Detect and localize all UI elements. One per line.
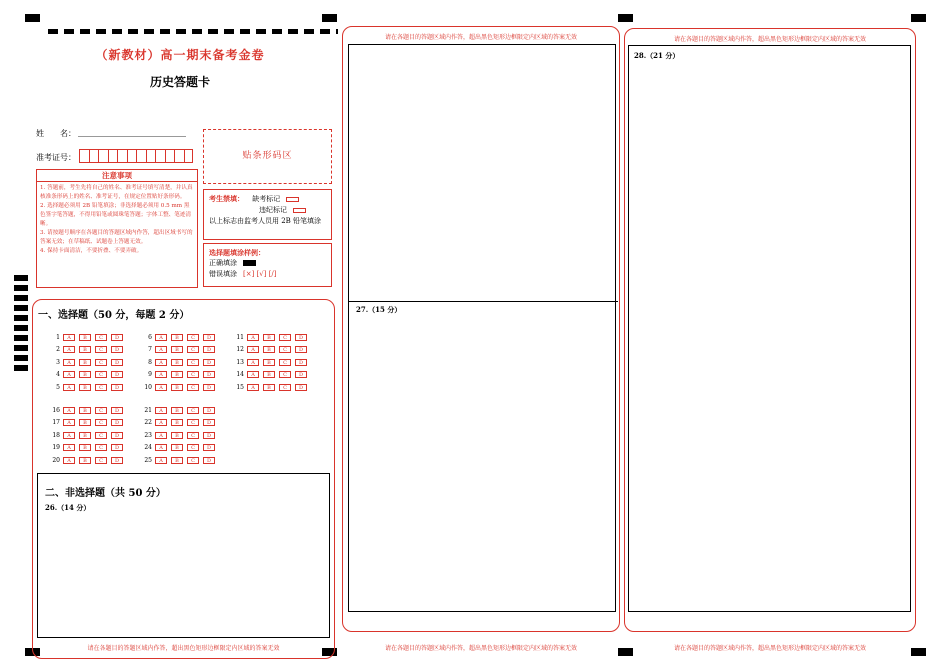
option-bubble-b[interactable]: B (79, 346, 91, 353)
option-bubble-c[interactable]: C (187, 457, 199, 464)
option-bubble-d[interactable]: D (111, 457, 123, 464)
option-bubble-c[interactable]: C (187, 359, 199, 366)
option-bubble-b[interactable]: B (79, 444, 91, 451)
option-bubble-d[interactable]: D (203, 371, 215, 378)
question-number: 19 (52, 444, 60, 451)
choice-row (232, 346, 311, 354)
fill-example-label: 选择题填涂样例： (209, 248, 265, 257)
choice-row (140, 419, 219, 427)
exam-status-box (203, 189, 332, 240)
choice-row (140, 383, 219, 391)
choice-row (232, 383, 311, 391)
option-bubble-c[interactable]: C (187, 346, 199, 353)
choice-row (232, 358, 311, 366)
option-bubble-a[interactable]: A (247, 359, 259, 366)
option-bubble-d[interactable]: D (111, 384, 123, 391)
section-nonchoice-title: 二、非选择题（共 50 分） (45, 488, 166, 499)
option-bubble-b[interactable]: B (171, 419, 183, 426)
option-bubble-d[interactable]: D (111, 371, 123, 378)
wrong-fill-label: 错误填涂 (209, 270, 237, 278)
question-number: 10 (144, 383, 152, 391)
question-number: 18 (52, 431, 60, 439)
card-title: （新教材）高一期末备考金卷 (95, 48, 265, 62)
choice-row (140, 431, 219, 439)
question-number: 15 (236, 383, 244, 391)
option-bubble-b[interactable]: B (171, 371, 183, 378)
notice-item: 4. 保持卡面清洁，不要折叠、不要弄破。 (40, 248, 143, 254)
notice-item: 3. 请按题号顺序在各题目的答题区域内作答，超出区域书写的答案无效；在草稿纸、试题卷上答题无效。 (40, 230, 193, 245)
choice-row (48, 383, 127, 391)
option-bubble-a[interactable]: A (155, 346, 167, 353)
option-bubble-a[interactable]: A (155, 419, 167, 426)
option-bubble-d[interactable]: D (203, 419, 215, 426)
question-number: 3 (56, 358, 60, 366)
question-26-label: 26.（14 分） (45, 503, 91, 512)
question-number: 24 (144, 444, 152, 451)
choice-row (232, 333, 311, 341)
option-bubble-c[interactable]: C (95, 359, 107, 366)
option-bubble-b[interactable]: B (79, 432, 91, 439)
header-warning: 请在各题目的答题区域内作答，超出黑色矩形边框限定内区域的答案无效 (673, 36, 866, 43)
option-bubble-a[interactable]: A (155, 432, 167, 439)
option-bubble-c[interactable]: C (279, 334, 291, 341)
option-bubble-d[interactable]: D (111, 359, 123, 366)
option-bubble-d[interactable]: D (203, 334, 215, 341)
option-bubble-a[interactable]: A (155, 407, 167, 414)
option-bubble-a[interactable]: A (63, 346, 75, 353)
option-bubble-d[interactable]: D (111, 419, 123, 426)
option-bubble-a[interactable]: A (155, 444, 167, 451)
answer-divider (348, 301, 618, 302)
header-dash-line (48, 29, 338, 34)
option-bubble-b[interactable]: B (263, 371, 275, 378)
wrong-fill-samples: [×] [√] [/] (243, 270, 277, 278)
option-bubble-c[interactable]: C (95, 334, 107, 341)
option-bubble-d[interactable]: D (203, 359, 215, 366)
option-bubble-a[interactable]: A (63, 359, 75, 366)
option-bubble-c[interactable]: C (187, 432, 199, 439)
choice-row (232, 371, 311, 379)
choice-row (48, 346, 127, 354)
exam-number-label: 准考证号： (36, 153, 76, 162)
option-bubble-b[interactable]: B (171, 384, 183, 391)
option-bubble-c[interactable]: C (95, 407, 107, 414)
choice-row (48, 333, 127, 341)
option-bubble-a[interactable]: A (63, 432, 75, 439)
option-bubble-b[interactable]: B (79, 371, 91, 378)
answer-area-box (348, 44, 616, 612)
option-bubble-d[interactable]: D (203, 432, 215, 439)
choice-row (48, 419, 127, 427)
option-bubble-a[interactable]: A (63, 407, 75, 414)
answer-area-box (628, 45, 911, 612)
option-bubble-c[interactable]: C (187, 384, 199, 391)
choice-row (140, 346, 219, 354)
option-bubble-c[interactable]: C (279, 384, 291, 391)
fill-example-box (203, 243, 332, 287)
question-number: 14 (236, 371, 244, 378)
correct-fill-sample (243, 260, 256, 266)
option-bubble-d[interactable]: D (295, 346, 307, 353)
option-bubble-c[interactable]: C (95, 444, 107, 451)
option-bubble-a[interactable]: A (155, 384, 167, 391)
registration-mark (911, 14, 926, 22)
option-bubble-a[interactable]: A (247, 371, 259, 378)
absent-label: 缺考标记 (252, 195, 281, 203)
exam-number-cells[interactable] (79, 149, 193, 163)
name-field[interactable] (78, 136, 186, 137)
choice-row (48, 431, 127, 439)
option-bubble-c[interactable]: C (95, 432, 107, 439)
option-bubble-a[interactable]: A (247, 346, 259, 353)
option-bubble-a[interactable]: A (247, 384, 259, 391)
option-bubble-d[interactable]: D (111, 346, 123, 353)
option-bubble-a[interactable]: A (63, 444, 75, 451)
question-number: 12 (236, 346, 244, 353)
option-bubble-d[interactable]: D (203, 407, 215, 414)
question-number: 16 (52, 406, 60, 414)
footer-warning: 请在各题目的答题区域内作答，超出黑色矩形边框限定内区域的答案无效 (87, 645, 280, 652)
option-bubble-d[interactable]: D (203, 346, 215, 353)
header-warning: 请在各题目的答题区域内作答，超出黑色矩形边框限定内区域的答案无效 (384, 34, 577, 41)
option-bubble-c[interactable]: C (187, 371, 199, 378)
option-bubble-b[interactable]: B (171, 334, 183, 341)
option-bubble-c[interactable]: C (95, 384, 107, 391)
question-number: 1 (56, 333, 60, 341)
question-number: 22 (144, 419, 152, 426)
option-bubble-a[interactable]: A (63, 457, 75, 464)
choice-row (140, 358, 219, 366)
violation-label: 违纪标记 (259, 206, 287, 214)
notice-body (36, 182, 198, 288)
option-bubble-d[interactable]: D (111, 334, 123, 341)
option-bubble-b[interactable]: B (171, 359, 183, 366)
violation-mark-box[interactable] (293, 208, 306, 213)
option-bubble-c[interactable]: C (279, 359, 291, 366)
question-number: 9 (148, 371, 152, 378)
choice-row (48, 444, 127, 452)
option-bubble-b[interactable]: B (171, 407, 183, 414)
option-bubble-b[interactable]: B (171, 457, 183, 464)
option-bubble-b[interactable]: B (263, 384, 275, 391)
section-choice-title: 一、选择题（50 分，每题 2 分） (38, 310, 190, 321)
option-bubble-c[interactable]: C (187, 407, 199, 414)
notice-title: 注意事项 (36, 169, 198, 182)
option-bubble-d[interactable]: D (295, 384, 307, 391)
question-number: 25 (144, 456, 152, 464)
option-bubble-a[interactable]: A (155, 359, 167, 366)
option-bubble-a[interactable]: A (63, 419, 75, 426)
sidebar-timing-marks (14, 275, 28, 375)
choice-row (48, 406, 127, 414)
option-bubble-a[interactable]: A (63, 334, 75, 341)
notice-item: 2. 选择题必须用 2B 铅笔填涂；非选择题必须用 0.5 mm 黑色签字笔答题，不得用铅笔或圆珠笔答题；字体工整、笔迹清晰。 (40, 203, 192, 227)
barcode-area: 贴条形码区 (203, 129, 332, 184)
option-bubble-a[interactable]: A (247, 334, 259, 341)
option-bubble-b[interactable]: B (263, 346, 275, 353)
absent-mark-box[interactable] (286, 197, 299, 202)
choice-row (140, 456, 219, 464)
choice-row (140, 371, 219, 379)
option-bubble-a[interactable]: A (155, 334, 167, 341)
choice-row (48, 371, 127, 379)
registration-mark (618, 14, 633, 22)
question-number: 11 (236, 333, 244, 341)
option-bubble-d[interactable]: D (111, 432, 123, 439)
option-bubble-c[interactable]: C (279, 346, 291, 353)
option-bubble-b[interactable]: B (171, 346, 183, 353)
option-bubble-d[interactable]: D (295, 359, 307, 366)
option-bubble-a[interactable]: A (63, 384, 75, 391)
option-bubble-c[interactable]: C (279, 371, 291, 378)
question-27-label: 27.（15 分） (356, 305, 402, 314)
question-number: 8 (148, 358, 152, 366)
option-bubble-c[interactable]: C (95, 457, 107, 464)
option-bubble-c[interactable]: C (95, 346, 107, 353)
option-bubble-d[interactable]: D (203, 384, 215, 391)
option-bubble-b[interactable]: B (79, 384, 91, 391)
option-bubble-c[interactable]: C (187, 419, 199, 426)
option-bubble-c[interactable]: C (95, 371, 107, 378)
footer-warning: 请在各题目的答题区域内作答，超出黑色矩形边框限定内区域的答案无效 (673, 645, 866, 652)
question-number: 5 (56, 383, 60, 391)
question-number: 13 (236, 358, 244, 366)
registration-mark (322, 14, 337, 22)
notice-item: 1. 答题前，考生先将自己的姓名、准考证号填写清楚，并认真核准条形码上的姓名、准考证号，在规定位置贴好条形码。 (40, 185, 193, 200)
question-number: 6 (148, 333, 152, 341)
name-label: 姓 名： (36, 129, 76, 138)
option-bubble-b[interactable]: B (79, 419, 91, 426)
option-bubble-b[interactable]: B (171, 432, 183, 439)
option-bubble-b[interactable]: B (263, 359, 275, 366)
exam-status-note: 以上标志由监考人员用 2B 铅笔填涂 (209, 217, 322, 225)
question-number: 20 (52, 456, 60, 464)
option-bubble-b[interactable]: B (263, 334, 275, 341)
question-number: 2 (56, 346, 60, 353)
option-bubble-d[interactable]: D (203, 457, 215, 464)
option-bubble-b[interactable]: B (79, 359, 91, 366)
option-bubble-a[interactable]: A (155, 457, 167, 464)
option-bubble-a[interactable]: A (63, 371, 75, 378)
option-bubble-c[interactable]: C (187, 444, 199, 451)
question-number: 4 (56, 371, 60, 378)
option-bubble-b[interactable]: B (79, 407, 91, 414)
question-number: 23 (144, 431, 152, 439)
choice-row (48, 456, 127, 464)
question-number: 21 (144, 406, 152, 414)
option-bubble-c[interactable]: C (95, 419, 107, 426)
option-bubble-d[interactable]: D (295, 371, 307, 378)
option-bubble-b[interactable]: B (79, 334, 91, 341)
footer-warning: 请在各题目的答题区域内作答，超出黑色矩形边框限定内区域的答案无效 (384, 645, 577, 652)
choice-row (140, 406, 219, 414)
choice-row (140, 333, 219, 341)
option-bubble-d[interactable]: D (295, 334, 307, 341)
option-bubble-b[interactable]: B (79, 457, 91, 464)
registration-mark (25, 14, 40, 22)
exam-status-label: 考生禁填： (209, 194, 244, 203)
option-bubble-d[interactable]: D (111, 407, 123, 414)
question-number: 17 (52, 419, 60, 426)
option-bubble-d[interactable]: D (111, 444, 123, 451)
question-28-label: 28.（21 分） (634, 51, 680, 60)
card-subtitle: 历史答题卡 (149, 75, 210, 89)
option-bubble-c[interactable]: C (187, 334, 199, 341)
choice-row (48, 358, 127, 366)
choice-row (140, 444, 219, 452)
option-bubble-d[interactable]: D (203, 444, 215, 451)
correct-fill-label: 正确填涂 (209, 259, 237, 267)
option-bubble-a[interactable]: A (155, 371, 167, 378)
option-bubble-b[interactable]: B (171, 444, 183, 451)
question-number: 7 (148, 346, 152, 353)
